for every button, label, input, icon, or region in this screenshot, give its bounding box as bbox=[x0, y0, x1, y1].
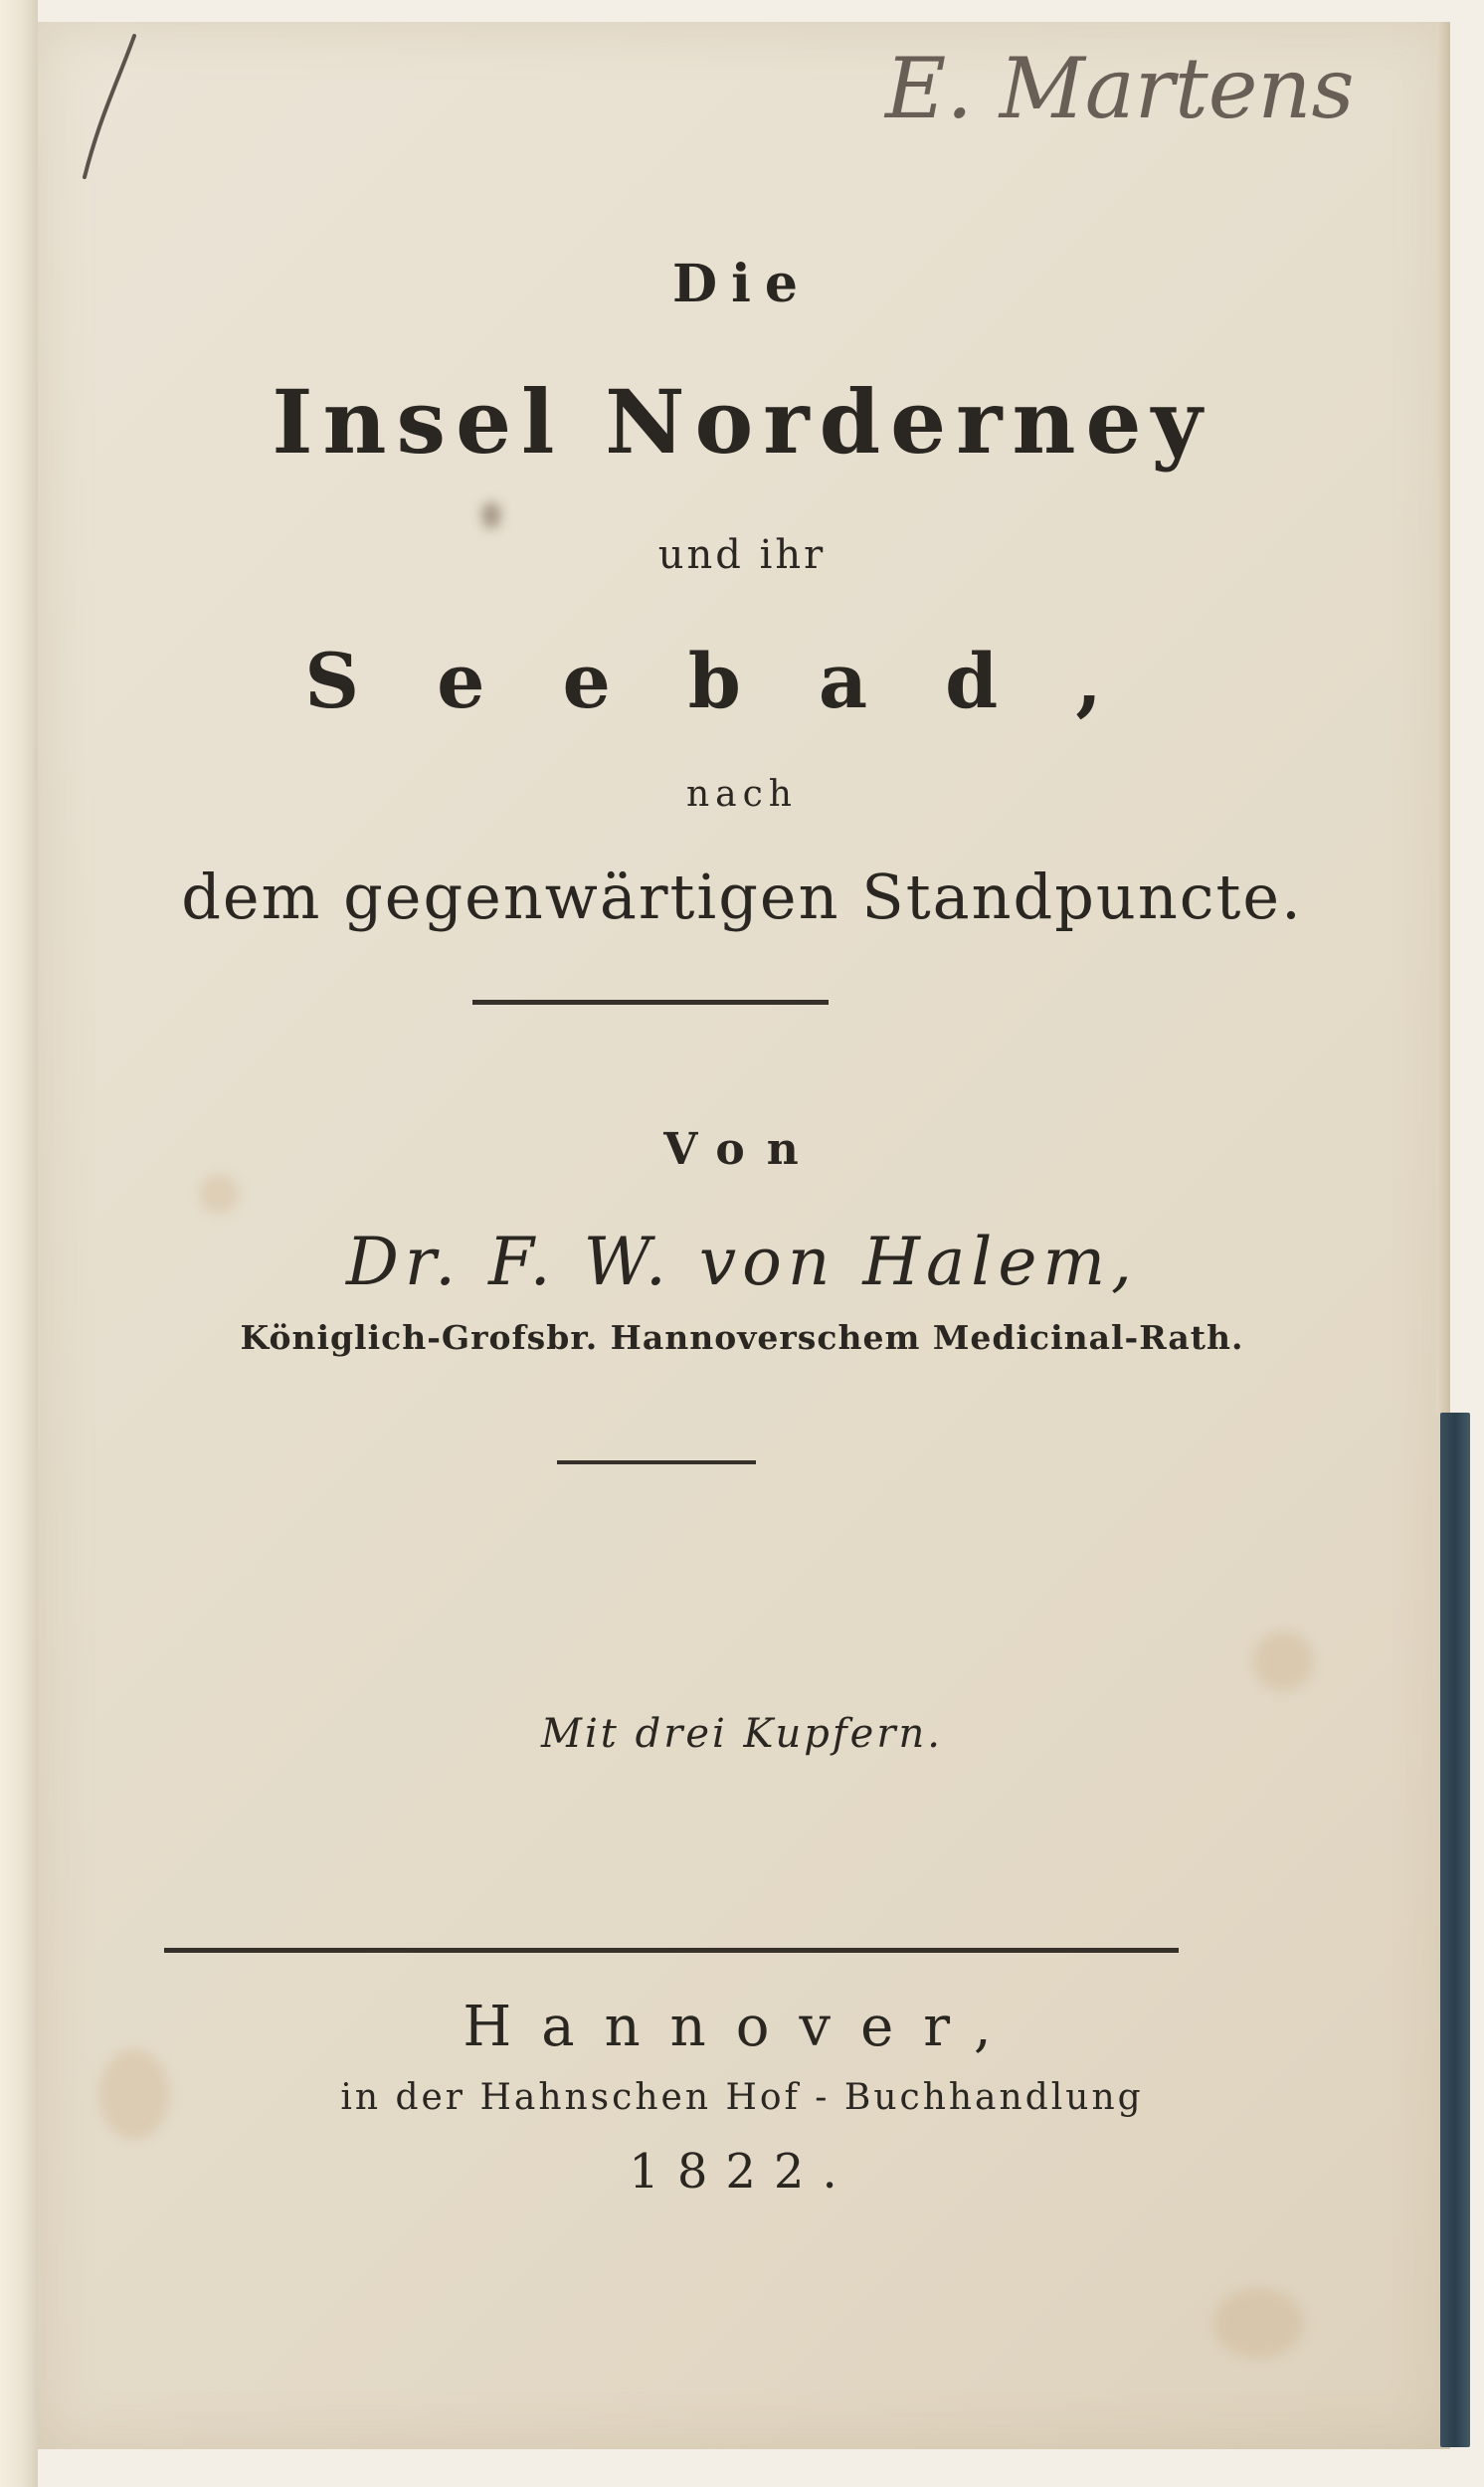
title-seebad: Seebad, bbox=[304, 637, 1180, 725]
title-article: Die bbox=[672, 254, 812, 314]
place-of-publication: Hannover, bbox=[463, 1995, 1021, 2059]
by-line: Von bbox=[663, 1124, 821, 1175]
author-name: Dr. F. W. von Halem, bbox=[345, 1224, 1139, 1300]
svg-text:E. Martens: E. Martens bbox=[885, 40, 1355, 137]
divider-rule bbox=[472, 1000, 829, 1005]
publisher: in der Hahnschen Hof - Buchhandlung bbox=[340, 2077, 1144, 2118]
main-title: Insel Norderney bbox=[272, 370, 1212, 474]
plates-note: Mit drei Kupfern. bbox=[541, 1711, 943, 1757]
owner-signature bbox=[875, 30, 1412, 139]
book-binding bbox=[1440, 1413, 1470, 2447]
title-nach: nach bbox=[686, 774, 798, 815]
title-conjunction: und ihr bbox=[657, 532, 827, 578]
foxing-stain bbox=[1253, 1631, 1313, 1691]
handwritten-mark bbox=[40, 28, 159, 187]
foxing-stain bbox=[1213, 2288, 1303, 2358]
divider-rule bbox=[164, 1948, 1179, 1953]
subtitle: dem gegenwärtigen Standpuncte. bbox=[181, 861, 1303, 933]
ink-spot bbox=[482, 502, 500, 528]
foxing-stain bbox=[199, 1174, 239, 1214]
publication-year: 1822. bbox=[629, 2144, 855, 2200]
author-title: Königlich-Grofsbr. Hannoverschem Medicinal-Rath. bbox=[240, 1318, 1244, 1357]
divider-rule bbox=[557, 1460, 756, 1464]
